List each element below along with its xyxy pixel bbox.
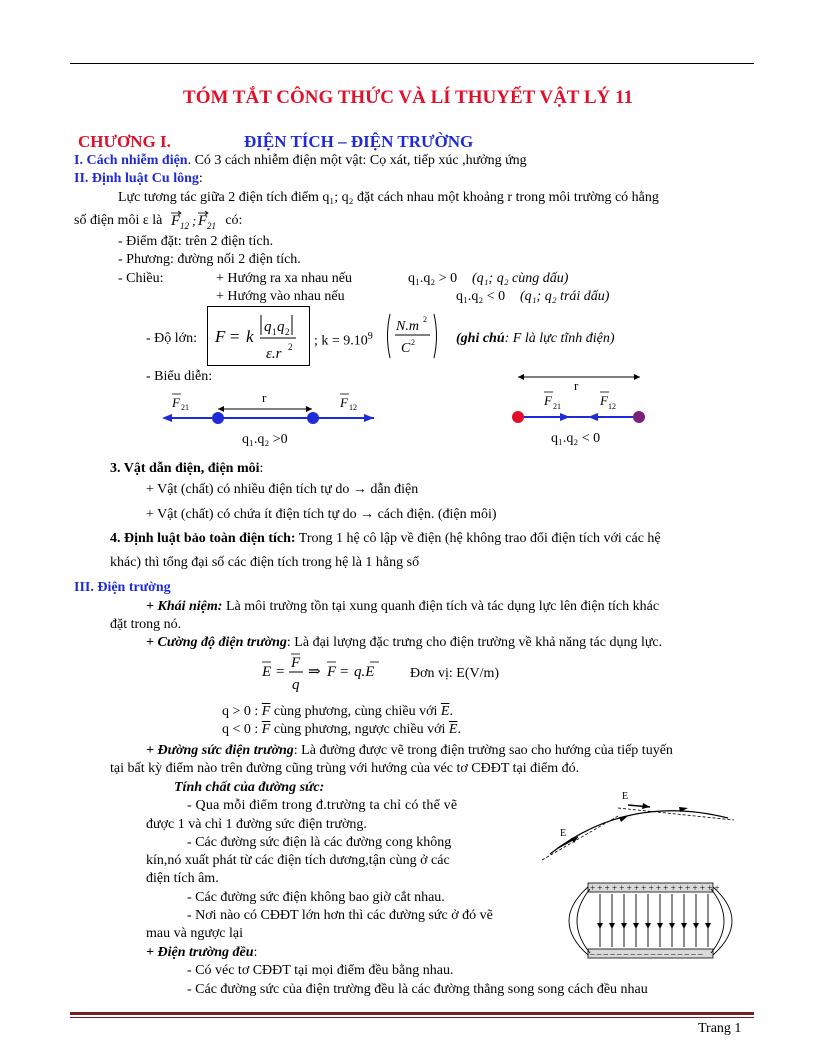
note-text: : F là lực tĩnh điện) [504, 331, 615, 346]
section-1-heading: . Cách nhiễm điện [79, 153, 188, 168]
parallel-plate-field-diagram [548, 877, 753, 967]
section-4-line-2: khác) thì tổng đại số các điện tích trong hệ là 1 hằng số [110, 555, 420, 570]
svg-text:F: F [215, 327, 226, 346]
field-vector-symbol: $\overline{E}$ [440, 704, 450, 719]
unlike-f12-label: F [600, 393, 608, 408]
note-head: (ghi chú [456, 331, 505, 346]
line-of-action: - Phương: đường nối 2 điện tích. [118, 252, 301, 267]
concept-line-2: đặt trong nó. [110, 617, 182, 632]
conductor-line [146, 482, 418, 498]
intensity-line [146, 635, 662, 651]
svg-text:q: q [277, 319, 285, 335]
unlike-f21-label: F [544, 393, 552, 408]
concept-heading: + Khái niệm: [146, 599, 223, 614]
svg-text:1: 1 [272, 327, 277, 337]
property-1a: - Qua mỗi điểm trong đ.trường ta chỉ có thể vẽ [187, 798, 458, 813]
sense-2-note: (q₁; q₂ trái dấu) [520, 289, 610, 304]
property-2a: - Các đường sức điện là các đường cong không [187, 835, 452, 850]
svg-text:F: F [291, 655, 301, 671]
q-positive-line: q > 0 : $\overline{F}$ cùng phương, cùng chiều với $\overline{E}$. [222, 704, 453, 719]
tangent-e-label-2: E [622, 791, 629, 802]
svg-text:;: ; [191, 213, 197, 228]
force-vector-symbol: $\overline{F}$ [261, 722, 271, 737]
intensity-heading: + Cường độ điện trường [146, 635, 287, 650]
svg-text:21: 21 [181, 403, 189, 412]
unlike-r-label: r [574, 378, 579, 393]
svg-text:=: = [276, 664, 285, 680]
field-line-tangent-diagram [538, 788, 743, 868]
uniform-field-lines [600, 894, 708, 947]
svg-text:q: q [292, 677, 300, 693]
section-4-heading: 4. Định luật bảo toàn điện tích: [110, 531, 296, 546]
coulomb-intro-2b: có: [225, 213, 243, 228]
sense-2: + Hướng vào nhau nếu [216, 289, 345, 304]
intensity-text: : Là đại lượng đặc trưng cho điện trường về khả năng tác dụng lực. [286, 635, 663, 650]
field-formula [258, 652, 408, 694]
k-constant-text: ; k = 9.10 [314, 333, 368, 349]
coulomb-note [456, 331, 615, 347]
page-number: Trang 1 [698, 1021, 742, 1036]
like-f21-label: F [172, 395, 180, 410]
q-negative-cond: q < 0 : [222, 722, 259, 737]
footer-rule-thin [70, 1017, 754, 1018]
svg-text:12: 12 [179, 221, 189, 230]
conductor-result: dẫn điện [370, 482, 419, 497]
sense-label: - Chiều: [118, 271, 164, 286]
svg-text:F: F [197, 213, 207, 229]
coulomb-formula [208, 307, 309, 365]
svg-text:– – – – – – – – – – – – – – –: – – – – – – – – – – – – – – – – – [590, 949, 703, 959]
uniform-property-1: - Có véc tơ CĐĐT tại mọi điểm đều bằng nhau. [187, 963, 454, 978]
property-4b: mau và ngược lại [146, 926, 244, 941]
svg-text:2: 2 [285, 327, 290, 337]
sense-1-condition: q₁.q₂ > 0 [408, 271, 458, 286]
svg-text:F: F [327, 664, 337, 680]
unlike-arrow-right [560, 413, 570, 421]
property-2c: điện tích âm. [146, 871, 219, 886]
coulomb-intro-2a: số điện môi ε là [74, 213, 163, 228]
k-unit-fraction [384, 310, 440, 362]
section-3-colon: : [259, 461, 264, 476]
svg-text:12: 12 [349, 403, 357, 412]
svg-text:⇒: ⇒ [308, 664, 321, 680]
section-2-colon: : [198, 171, 203, 186]
svg-text:E: E [262, 664, 272, 680]
right-arrow-icon: → [352, 482, 367, 497]
like-r-label: r [262, 390, 267, 405]
insulator-result: cách điện. (điện môi) [377, 507, 497, 522]
svg-text:21: 21 [553, 402, 561, 411]
magnitude-label: - Độ lớn: [146, 331, 197, 346]
conductor-text: + Vật (chất) có nhiều điện tích tự do [146, 482, 350, 497]
svg-text:2: 2 [411, 338, 415, 347]
sense-1-note: (q₁; q₂ cùng dấu) [472, 271, 569, 286]
q-negative-text: cùng phương, ngược chiều với [273, 722, 446, 737]
svg-text:12: 12 [608, 402, 616, 411]
k-constant [314, 331, 373, 350]
right-arrow-icon: → [360, 507, 375, 522]
k-exponent: 9 [367, 331, 373, 342]
like-f12-label: F [340, 395, 348, 410]
section-3-heading-line [110, 461, 263, 477]
point-of-application: - Điểm đặt: trên 2 điện tích. [118, 234, 274, 249]
field-lines-heading: + Đường sức điện trường [146, 743, 294, 758]
section-3-heading: 3. Vật dẫn điện, điện môi [110, 461, 260, 476]
svg-text:k: k [246, 327, 254, 346]
section-2-heading: II. Định luật Cu lông [74, 171, 199, 186]
svg-text:2: 2 [288, 342, 293, 352]
representation-label: - Biểu diễn: [146, 369, 213, 384]
svg-text:21: 21 [206, 221, 216, 230]
fringe-field-lines [569, 887, 732, 955]
unlike-arrow-left [588, 413, 598, 421]
insulator-text: + Vật (chất) có chứa ít điện tích tự do [146, 507, 357, 522]
svg-text:q.E: q.E [354, 664, 375, 680]
force-vector-symbol: $\overline{F}$ [261, 704, 271, 719]
property-1b: được 1 và chỉ 1 đường sức điện trường. [146, 817, 367, 832]
chapter-label: CHƯƠNG I. [78, 132, 171, 151]
uniform-field-heading-line [146, 945, 257, 961]
section-1 [74, 153, 527, 169]
footer-rule-thick [70, 1012, 754, 1015]
like-arrow-left [162, 414, 172, 422]
section-3-roman-heading: III. Điện trường [74, 580, 171, 595]
field-lines-line-2: tại bất kỳ điểm nào trên đường cũng trùng với hướng của véc tơ CĐĐT tại điểm đó. [110, 761, 580, 776]
section-1-text: . Có 3 cách nhiễm điện một vật: Cọ xát, tiếp xúc ,hưởng ứng [187, 153, 527, 168]
tangent-e-label-1: E [560, 828, 567, 839]
property-4a: - Nơi nào có CĐĐT lớn hơn thì các đường sức ở đó vẽ [187, 908, 493, 923]
like-charge-q1 [212, 412, 224, 424]
properties-heading: Tính chất của đường sức: [174, 780, 325, 795]
property-3: - Các đường sức điện không bao giờ cắt nhau. [187, 890, 445, 905]
svg-text:2: 2 [423, 315, 427, 324]
unlike-charge-q1 [512, 411, 524, 423]
uniform-field-heading: + Điện trường đều [146, 945, 254, 960]
section-4-line-1 [110, 531, 661, 547]
curved-field-line [550, 811, 728, 854]
insulator-line [146, 507, 497, 523]
section-4-text-1: Trong 1 hệ cô lập về điện (hệ không trao đổi điện tích với các hệ [298, 531, 661, 546]
like-arrow-right [364, 414, 374, 422]
unlike-charge-q2 [633, 411, 645, 423]
svg-text:=: = [230, 327, 240, 346]
q-positive-text: cùng phương, cùng chiều với [273, 704, 438, 719]
coulomb-formula-box [207, 306, 310, 366]
field-lines-text-1: : Là đường được vẽ trong điện trường sao cho hướng của tiếp tuyến [293, 743, 673, 758]
svg-text:=: = [340, 664, 349, 680]
chapter-name: ĐIỆN TÍCH – ĐIỆN TRƯỜNG [244, 132, 474, 151]
uniform-field-colon: : [253, 945, 258, 960]
svg-text:q: q [264, 319, 272, 335]
like-charge-q2 [307, 412, 319, 424]
section-1-num: I [74, 153, 80, 168]
field-unit: Đơn vị: E(V/m) [410, 666, 500, 681]
coulomb-intro-2 [74, 213, 242, 229]
field-vector-symbol: $\overline{E}$ [448, 722, 458, 737]
sense-2-condition: q₁.q₂ < 0 [456, 289, 506, 304]
unlike-charges-caption: q₁.q₂ < 0 [551, 431, 601, 446]
uniform-property-2: - Các đường sức của điện trường đều là các đường thẳng song song cách đều nhau [187, 982, 648, 997]
section-2-heading-line [74, 171, 203, 187]
svg-text:F: F [170, 213, 180, 229]
svg-text:ε.r: ε.r [266, 346, 282, 362]
field-lines-line-1 [146, 743, 673, 759]
property-2b: kín,nó xuất phát từ các điện tích dương,tận cùng ở các [146, 853, 450, 868]
q-negative-line: q < 0 : $\overline{F}$ cùng phương, ngược chiều với $\overline{E}$. [222, 722, 461, 737]
q-positive-cond: q > 0 : [222, 704, 259, 719]
svg-text:+ + + + + + + + + + + + + + +: + + + + + + + + + + + + + + + + + + [590, 883, 720, 893]
sense-1: + Hướng ra xa nhau nếu [216, 271, 353, 286]
svg-text:C: C [401, 341, 411, 356]
header-rule [70, 63, 754, 64]
page-title: TÓM TẮT CÔNG THỨC VÀ LÍ THUYẾT VẬT LÝ 11 [183, 87, 633, 108]
svg-text:N.m: N.m [396, 319, 419, 334]
force-vectors-inline-svg [168, 210, 224, 230]
concept-line-1 [146, 599, 659, 615]
like-charges-caption: q₁.q₂ >0 [242, 432, 288, 447]
concept-text-1: Là môi trường tồn tại xung quanh điện tích và tác dụng lực lên điện tích khác [225, 599, 660, 614]
coulomb-intro-1: Lực tương tác giữa 2 điện tích điểm q₁; q₂ đặt cách nhau một khoảng r trong môi trường có hằng [118, 190, 659, 205]
